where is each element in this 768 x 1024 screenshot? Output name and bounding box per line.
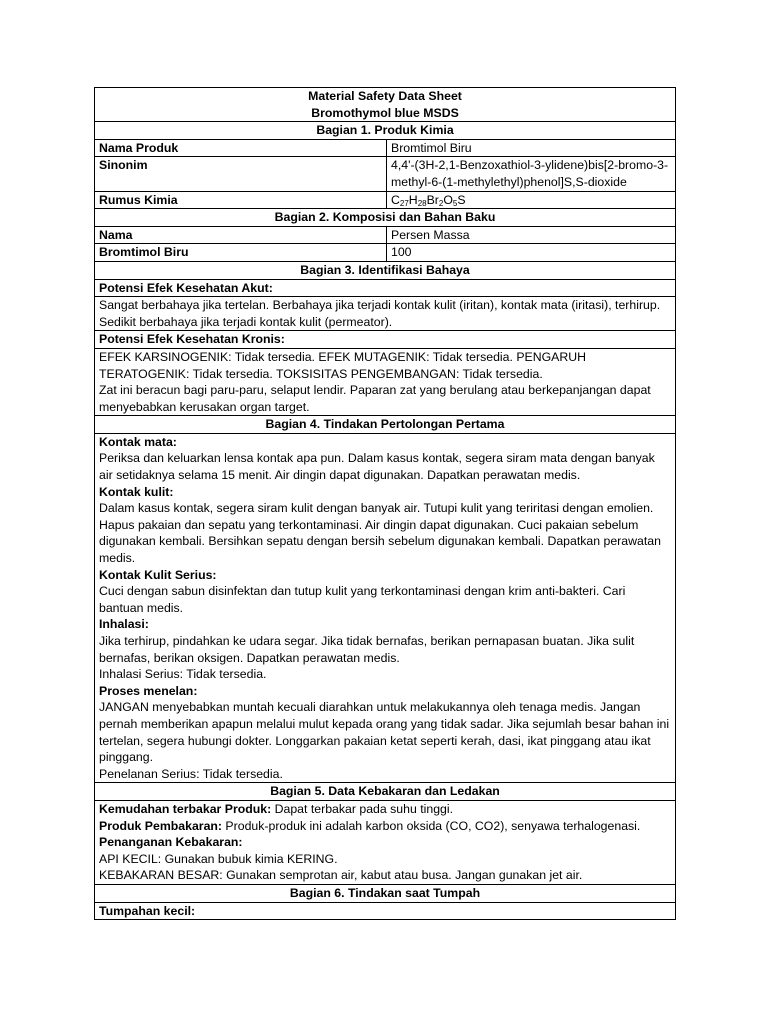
inhalasi-serius-text: Inhalasi Serius: Tidak tersedia. <box>99 667 267 682</box>
kebakaran-besar-text: KEBAKARAN BESAR: Gunakan semprotan air, kabut atau busa. Jangan gunakan jet air. <box>99 868 583 883</box>
column-header-nama: Nama <box>95 226 387 244</box>
table-row <box>95 191 676 209</box>
penanganan-kebakaran-label: Penanganan Kebakaran: <box>99 835 243 850</box>
formula-element: C <box>391 192 400 207</box>
sinonim-value: 4,4'-(3H-2,1-Benzoxathiol-3-ylidene)bis[2-bromo-3-methyl-6-(1-methylethyl)phenol]S,S-dioxide <box>387 157 676 191</box>
kontak-mata-label: Kontak mata: <box>99 434 177 449</box>
menelan-label: Proses menelan: <box>99 683 198 698</box>
section-4-heading: Bagian 4. Tindakan Pertolongan Pertama <box>95 416 676 434</box>
table-row <box>95 157 676 191</box>
akut-label: Potensi Efek Kesehatan Akut: <box>95 279 676 297</box>
menelan-serius-text: Penelanan Serius: Tidak tersedia. <box>99 766 283 781</box>
nama-produk-value: Bromtimol Biru <box>387 139 676 157</box>
rumus-kimia-label: Rumus Kimia <box>95 191 387 209</box>
menelan-text: JANGAN menyebabkan muntah kecuali diarahkan untuk melakukannya oleh tenaga medis. Jangan pernah memberikan apapun melalui mulut kepada orang yang tidak sadar. Jika sejumlah besar bahan ini tertelan, segera hubungi dokter. Longgarkan pakaian ketat seperti kerah, dasi, ikat pinggang atau ikat pinggang. <box>99 700 670 765</box>
title-line-1: Material Safety Data Sheet <box>308 89 462 103</box>
kemudahan-terbakar-text: Dapat terbakar pada suhu tinggi. <box>271 801 454 816</box>
rumus-kimia-value <box>387 191 676 209</box>
title-line-2: Bromothymol blue MSDS <box>311 105 459 120</box>
komposisi-name: Bromtimol Biru <box>95 244 387 262</box>
produk-pembakaran-label: Produk Pembakaran: <box>99 818 223 833</box>
kronis-paragraph-1: EFEK KARSINOGENIK: Tidak tersedia. EFEK MUTAGENIK: Tidak tersedia. PENGARUH TERATOGENIK: Tidak tersedia. TOKSISITAS PENGEMBANGAN: Tidak tersedia. <box>99 349 587 381</box>
fire-content <box>95 800 676 884</box>
kronis-text <box>95 348 676 415</box>
kemudahan-terbakar-line <box>99 801 671 818</box>
tumpahan-kecil-label: Tumpahan kecil: <box>95 902 676 920</box>
section-3-heading: Bagian 3. Identifikasi Bahaya <box>95 261 676 279</box>
section-1-heading: Bagian 1. Produk Kimia <box>95 122 676 140</box>
akut-text: Sangat berbahaya jika tertelan. Berbahaya jika terjadi kontak kulit (iritan), kontak mata (iritasi), terhirup. Sedikit berbahaya jika terjadi kontak kulit (permeator). <box>95 297 676 331</box>
kronis-label: Potensi Efek Kesehatan Kronis: <box>95 331 676 349</box>
table-row <box>95 244 676 262</box>
formula-subscript: 5 <box>452 198 458 208</box>
document-title <box>95 88 676 122</box>
section-5-heading: Bagian 5. Data Kebakaran dan Ledakan <box>95 783 676 801</box>
sinonim-label: Sinonim <box>95 157 387 191</box>
inhalasi-text: Jika terhirup, pindahkan ke udara segar. Jika tidak bernafas, berikan pernapasan buatan. Jika sulit bernafas, berikan oksigen. Dapatkan perawatan medis. <box>99 634 635 665</box>
inhalasi-label: Inhalasi: <box>99 617 149 632</box>
formula-element: Br <box>426 192 439 207</box>
kontak-mata-text: Periksa dan keluarkan lensa kontak apa pun. Dalam kasus kontak, segera siram mata dengan banyak air setidaknya selama 15 menit. Air dingin dapat digunakan. Dapatkan perawatan medis. <box>99 451 655 483</box>
formula-subscript: 2 <box>438 198 444 208</box>
kontak-kulit-label: Kontak kulit: <box>99 484 174 499</box>
first-aid-content <box>95 433 676 782</box>
produk-pembakaran-text: Produk-produk ini adalah karbon oksida (CO, CO2), senyawa terhalogenasi. <box>222 818 641 833</box>
column-header-persen-massa: Persen Massa <box>387 226 676 244</box>
table-row <box>95 226 676 244</box>
msds-table <box>94 87 676 920</box>
kontak-kulit-serius-text: Cuci dengan sabun disinfektan dan tutup kulit yang terkontaminasi dengan krim anti-bakteri. Cari bantuan medis. <box>99 584 626 615</box>
komposisi-value: 100 <box>387 244 676 262</box>
formula-element: H <box>408 192 418 207</box>
formula-subscript: 27 <box>399 198 409 208</box>
nama-produk-label: Nama Produk <box>95 139 387 157</box>
kontak-kulit-serius-label: Kontak Kulit Serius: <box>99 567 217 582</box>
title-row <box>95 88 676 122</box>
kontak-kulit-text: Dalam kasus kontak, segera siram kulit dengan banyak air. Tutupi kulit yang teriritasi dengan emolien. Hapus pakaian dan sepatu yang terkontaminasi. Air dingin dapat digunakan. Cuci pakaian sebelum digunakan kembali. Bersihkan sepatu dengan bersih sebelum digunakan kembali. Dapatkan perawatan medis. <box>99 501 661 566</box>
api-kecil-text: API KECIL: Gunakan bubuk kimia KERING. <box>99 851 338 866</box>
table-row <box>95 139 676 157</box>
section-2-heading: Bagian 2. Komposisi dan Bahan Baku <box>95 209 676 227</box>
kronis-paragraph-2: Zat ini beracun bagi paru-paru, selaput lendir. Paparan zat yang berulang atau berkepanjangan dapat menyebabkan kerusakan organ target. <box>99 383 651 414</box>
section-6-heading: Bagian 6. Tindakan saat Tumpah <box>95 884 676 902</box>
formula-element: S <box>457 192 466 207</box>
formula-element: O <box>443 192 453 207</box>
formula-subscript: 28 <box>417 198 427 208</box>
kemudahan-terbakar-label: Kemudahan terbakar Produk: <box>99 801 272 816</box>
produk-pembakaran-line <box>99 818 671 835</box>
